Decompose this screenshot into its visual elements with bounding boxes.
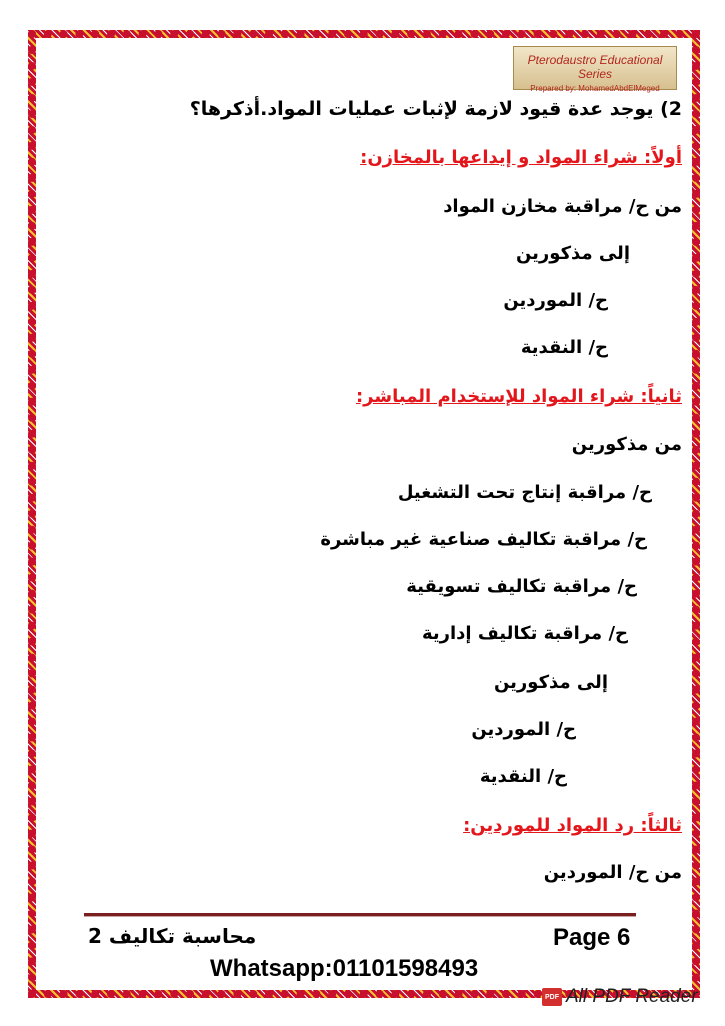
journal-line: إلى مذكورين bbox=[515, 243, 630, 264]
reader-label: All PDF Reader bbox=[566, 986, 698, 1007]
logo-subtitle: Prepared by: MohamedAbdElMeged bbox=[530, 84, 660, 93]
journal-line: ح/ الموردين bbox=[503, 290, 608, 311]
footer-divider bbox=[84, 913, 636, 917]
whatsapp-contact: Whatsapp:01101598493 bbox=[210, 955, 479, 982]
decorative-page-border bbox=[28, 30, 700, 998]
question-text: 2) يوجد عدة قيود لازمة لإثبات عمليات المواد.أذكرها؟ bbox=[189, 98, 682, 120]
journal-line: ح/ مراقبة تكاليف صناعية غير مباشرة bbox=[320, 529, 647, 550]
section2-heading: ثانياً: شراء المواد للإستخدام المباشر: bbox=[355, 386, 682, 407]
journal-line: ح/ مراقبة تكاليف إدارية bbox=[421, 623, 628, 644]
journal-line: من ح/ مراقبة مخازن المواد bbox=[443, 196, 682, 217]
reader-watermark bbox=[542, 984, 698, 1010]
journal-line: من ح/ الموردين bbox=[543, 862, 682, 883]
logo-title: Pterodaustro Educational Series bbox=[527, 53, 663, 81]
section3-heading: ثالثاً: رد المواد للموردين: bbox=[463, 815, 682, 836]
section1-heading: أولاً: شراء المواد و إيداعها بالمخازن: bbox=[360, 147, 682, 168]
journal-line: من مذكورين bbox=[571, 434, 682, 455]
course-title: محاسبة تكاليف 2 bbox=[88, 924, 257, 948]
page-number: Page 6 bbox=[553, 924, 631, 951]
journal-line: إلى مذكورين bbox=[493, 672, 608, 693]
journal-line: ح/ النقدية bbox=[520, 337, 608, 358]
journal-line: ح/ النقدية bbox=[479, 766, 567, 787]
pdf-icon: PDF bbox=[542, 988, 562, 1006]
series-logo bbox=[513, 46, 677, 93]
journal-line: ح/ الموردين bbox=[471, 719, 576, 740]
journal-line: ح/ مراقبة إنتاج تحت التشغيل bbox=[397, 482, 652, 503]
journal-line: ح/ مراقبة تكاليف تسويقية bbox=[406, 576, 637, 597]
